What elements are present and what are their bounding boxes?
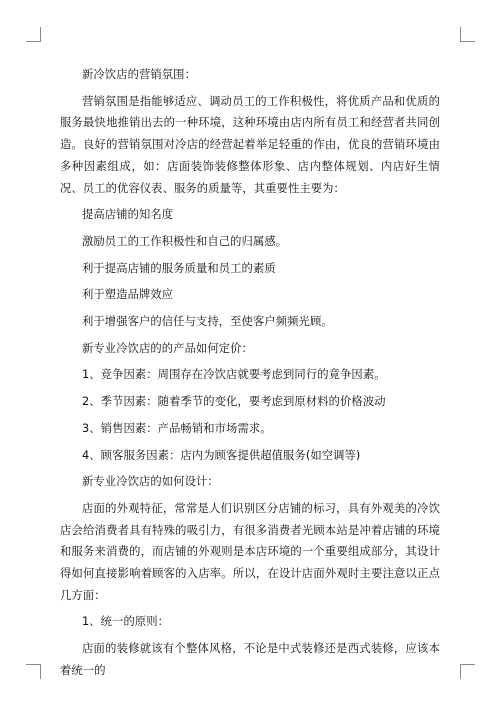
list-item: 2、季节因素：随着季节的变化，要考虑到原材料的价格波动 xyxy=(82,395,386,409)
list-item: 利于塑造品牌效应 xyxy=(82,288,174,302)
list-item: 1、竞争因素：周围存在冷饮店就要考虑到同行的竟争因素。 xyxy=(82,368,386,382)
crop-mark-bottom-left xyxy=(26,664,41,679)
paragraph-unity: 店面的装修就该有个整体风格，不论是中式装修还是西式装修，应该本着统一的 xyxy=(60,642,440,677)
paragraph-atmosphere: 营销氛围是指能够适应、调动员工的工作积极性，将优质产品和优质的服务最快地推销出去的一种环境，这种环境由店内所有员工和经营者共同创造。良好的营销氛围对冷店的经营起着举足轻重的作由，优良的营销环境由多种因素组成，如：店面装饰装修整体形象、店内整体规划、内店好生情况、员工的优容仪表、服务的质量等，其重要性主要为： xyxy=(60,94,440,195)
section-heading-pricing: 新专业冷饮店的的产品如何定价： xyxy=(82,341,253,355)
list-item: 利于增强客户的信任与支持，至使客户频频光顾。 xyxy=(82,315,333,329)
list-item: 提高店铺的知名度 xyxy=(82,208,174,222)
section-heading-atmosphere: 新冷饮店的营销氛围： xyxy=(82,68,196,81)
list-item: 利于提高店铺的服务质量和员工的素质 xyxy=(82,261,276,275)
list-item: 激励员工的工作积极性和自己的归属感。 xyxy=(82,234,288,248)
list-item: 4、顾客服务因素：店内为顾客提供超值服务(如空调等) xyxy=(82,448,361,462)
section-heading-design: 新专业冷饮店的如何设计： xyxy=(82,475,219,489)
crop-mark-top-right xyxy=(460,27,475,42)
crop-mark-bottom-right xyxy=(460,664,475,679)
crop-mark-top-left xyxy=(26,27,41,42)
paragraph-design: 店面的外观特征，常常是人们识别区分店铺的标习，具有外观美的冷饮店会给消费者具有特殊的吸引力，有很多消费者光顾本站是冲着店铺的环境和服务来消费的，而店铺的外观则是本店环境的一个重要组成部分，其设计得如何直接影响着顾客的入店率。所以，在设计店面外观时主要注意以正点几方面： xyxy=(60,501,440,602)
document-body xyxy=(60,64,440,682)
list-item: 1、统一的原则： xyxy=(82,615,170,629)
list-item: 3、销售因素：产品畅销和市场需求。 xyxy=(82,421,272,435)
